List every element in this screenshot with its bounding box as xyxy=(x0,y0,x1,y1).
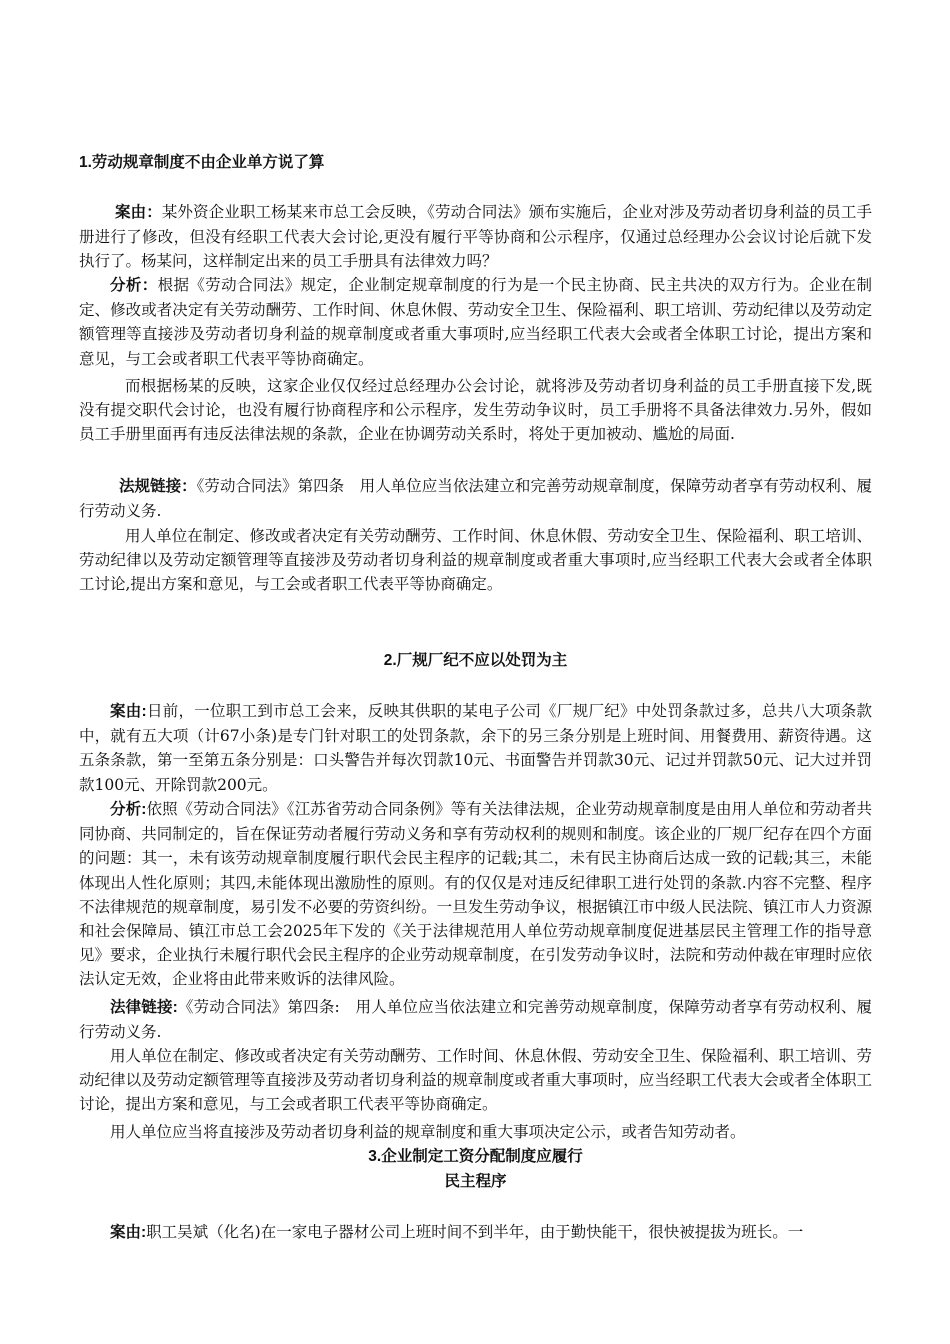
case-text: 职工吴斌（化名)在一家电子器材公司上班时间不到半年，由于勤快能干，很快被提拔为班长。一 xyxy=(146,1223,804,1241)
case-label: 案由: xyxy=(110,1224,147,1241)
analysis-label: 分析： xyxy=(110,277,158,294)
analysis-label: 分析: xyxy=(110,801,147,818)
section2-title: 2.厂规厂纪不应以处罚为主 xyxy=(383,652,568,669)
section2-law-paragraph-2: 用人单位在制定、修改或者决定有关劳动酬劳、工作时间、休息休假、劳动安全卫生、保险福利、职工培训、劳动纪律以及劳动定额管理等直接涉及劳动者切身利益的规章制度或者重大事项时，应当经职工代表大会或者全体职工讨论，提出方案和意见，与工会或者职工代表平等协商确定。 xyxy=(79,1047,872,1114)
section1-case-paragraph xyxy=(79,200,872,274)
law-label: 法律链接: xyxy=(110,999,178,1016)
section1-analysis-paragraph xyxy=(79,273,872,371)
section3-case-paragraph xyxy=(79,1220,872,1244)
analysis-text: 根据《劳动合同法》规定，企业制定规章制度的行为是一个民主协商、民主共决的双方行为。企业在制定、修改或者决定有关劳动酬劳、工作时间、休息休假、劳动安全卫生、保险福利、职工培训、劳动纪律以及劳动定额管理等直接涉及劳动者切身利益的规章制度或者重大事项时,应当经职工代表大会或者全体职工讨论，提出方案和意见，与工会或者职工代表平等协商确定。 xyxy=(79,276,872,368)
section2-law-paragraph-3: 用人单位应当将直接涉及劳动者切身利益的规章制度和重大事项决定公示，或者告知劳动者。 xyxy=(110,1123,746,1141)
section1-title: 1.劳动规章制度不由企业单方说了算 xyxy=(79,154,325,171)
section3-title-line1: 3.企业制定工资分配制度应履行 xyxy=(368,1148,583,1165)
section1-analysis-paragraph-2: 而根据杨某的反映，这家企业仅仅经过总经理办公会讨论，就将涉及劳动者切身利益的员工手册直接下发,既没有提交职代会讨论，也没有履行协商程序和公示程序，发生劳动争议时，员工手册将不具备法律效力.另外，假如员工手册里面再有违反法律法规的条款，企业在协调劳动关系时，将处于更加被动、尴尬的局面. xyxy=(79,377,872,444)
case-text: 日前，一位职工到市总工会来，反映其供职的某电子公司《厂规厂纪》中处罚条款过多，总共八大项条款中，就有五大项（计67小条)是专门针对职工的处罚条款，余下的另三条分别是上班时间、用餐费用、薪资待遇。这五条条款，第一至第五条分别是：口头警告并每次罚款10元、书面警告并罚款30元、记过并罚款50元、记大过并罚款100元、开除罚款200元。 xyxy=(79,702,872,794)
case-label: 案由： xyxy=(115,204,162,221)
case-label: 案由: xyxy=(110,703,147,720)
section1-law-paragraph xyxy=(79,474,872,523)
section1-law-paragraph-2: 用人单位在制定、修改或者决定有关劳动酬劳、工作时间、休息休假、劳动安全卫生、保险福利、职工培训、劳动纪律以及劳动定额管理等直接涉及劳动者切身利益的规章制度或者重大事项时,应当经职工代表大会或者全体职工讨论,提出方案和意见，与工会或者职工代表平等协商确定。 xyxy=(79,527,872,594)
analysis-text: 依照《劳动合同法》《江苏省劳动合同条例》等有关法律法规，企业劳动规章制度是由用人单位和劳动者共同协商、共同制定的，旨在保证劳动者履行劳动义务和享有劳动权利的规则和制度。该企业的厂规厂纪存在四个方面的问题：其一，未有该劳动规章制度履行职代会民主程序的记载;其二，未有民主协商后达成一致的记载;其三，未能体现出人性化原则；其四,未能体现出激励性的原则。有的仅仅是对违反纪律职工进行处罚的条款.内容不完整、程序不法律规范的规章制度，易引发不必要的劳资纠纷。一旦发生劳动争议，根据镇江市中级人民法院、镇江市人力资源和社会保障局、镇江市总工会2025年下发的《关于法律规范用人单位劳动规章制度促进基层民主管理工作的指导意见》要求，企业执行未履行职代会民主程序的企业劳动规章制度，在引发劳动争议时，法院和劳动仲裁在审理时应依法认定无效，企业将由此带来败诉的法律风险。 xyxy=(79,800,872,989)
section2-case-paragraph xyxy=(79,699,872,797)
law-text: 《劳动合同法》第四条: 用人单位应当依法建立和完善劳动规章制度，保障劳动者享有劳动权利、履行劳动义务. xyxy=(79,998,872,1042)
section3-title-line2: 民主程序 xyxy=(444,1173,507,1190)
law-text: 《劳动合同法》第四条 用人单位应当依法建立和完善劳动规章制度，保障劳动者享有劳动权利、履行劳动义务. xyxy=(79,477,872,521)
case-text: 某外资企业职工杨某来市总工会反映，《劳动合同法》颁布实施后，企业对涉及劳动者切身利益的员工手册进行了修改，但没有经职工代表大会讨论,更没有履行平等协商和公示程序，仅通过总经理办公会议讨论后就下发执行了。杨某问，这样制定出来的员工手册具有法律效力吗？ xyxy=(79,203,872,271)
section2-law-paragraph xyxy=(79,995,872,1044)
law-label: 法规链接： xyxy=(119,478,197,495)
section2-analysis-paragraph xyxy=(79,797,872,992)
